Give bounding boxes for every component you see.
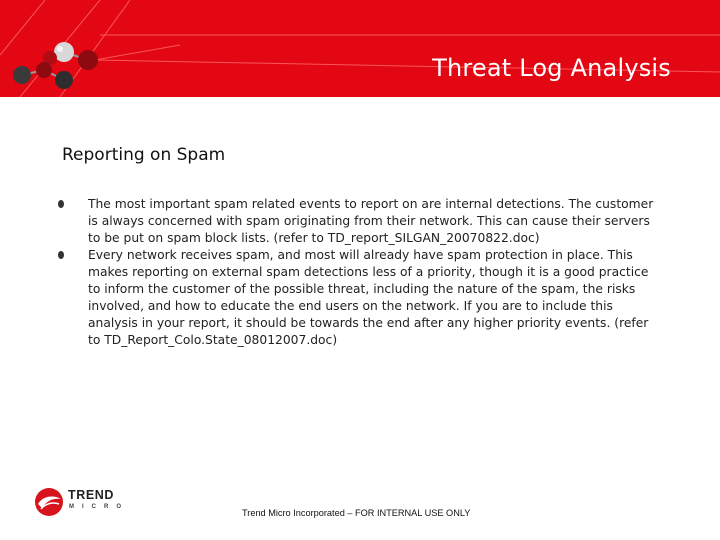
bullet-list [55, 196, 655, 349]
bullet-dot-icon [58, 251, 64, 259]
trend-micro-logo-icon [34, 487, 64, 517]
section-heading: Reporting on Spam [62, 145, 226, 165]
bullet-text: Every network receives spam, and most will already have spam protection in place. This makes reporting on external spam detections less of a priority, though it is a good practice to inform the customer of the possible threat, including the nature of the spam, the risks involved, and how to educate the end users on the network. If you are to include this analysis in your report, it should be towards the end after any higher priority events. (refer to TD_Report_Colo.State_08012007.doc) [88, 248, 649, 347]
trend-micro-logo [30, 482, 129, 522]
bullet-item [55, 196, 655, 247]
logo-wordmark: TREND [68, 488, 115, 502]
logo-subwordmark: MICRO [69, 504, 129, 510]
bullet-dot-icon [58, 200, 64, 208]
bullet-text: The most important spam related events to report on are internal detections. The customer is always concerned with spam originating from their network. This can cause their servers to be put on spam block lists. (refer to TD_report_SILGAN_20070822.doc) [88, 197, 654, 245]
molecule-graphic [0, 30, 110, 97]
header-title: Threat Log Analysis [432, 54, 671, 82]
slide-header [0, 0, 720, 97]
bullet-item [55, 247, 655, 349]
footer-text: Trend Micro Incorporated – FOR INTERNAL USE ONLY [242, 508, 471, 518]
